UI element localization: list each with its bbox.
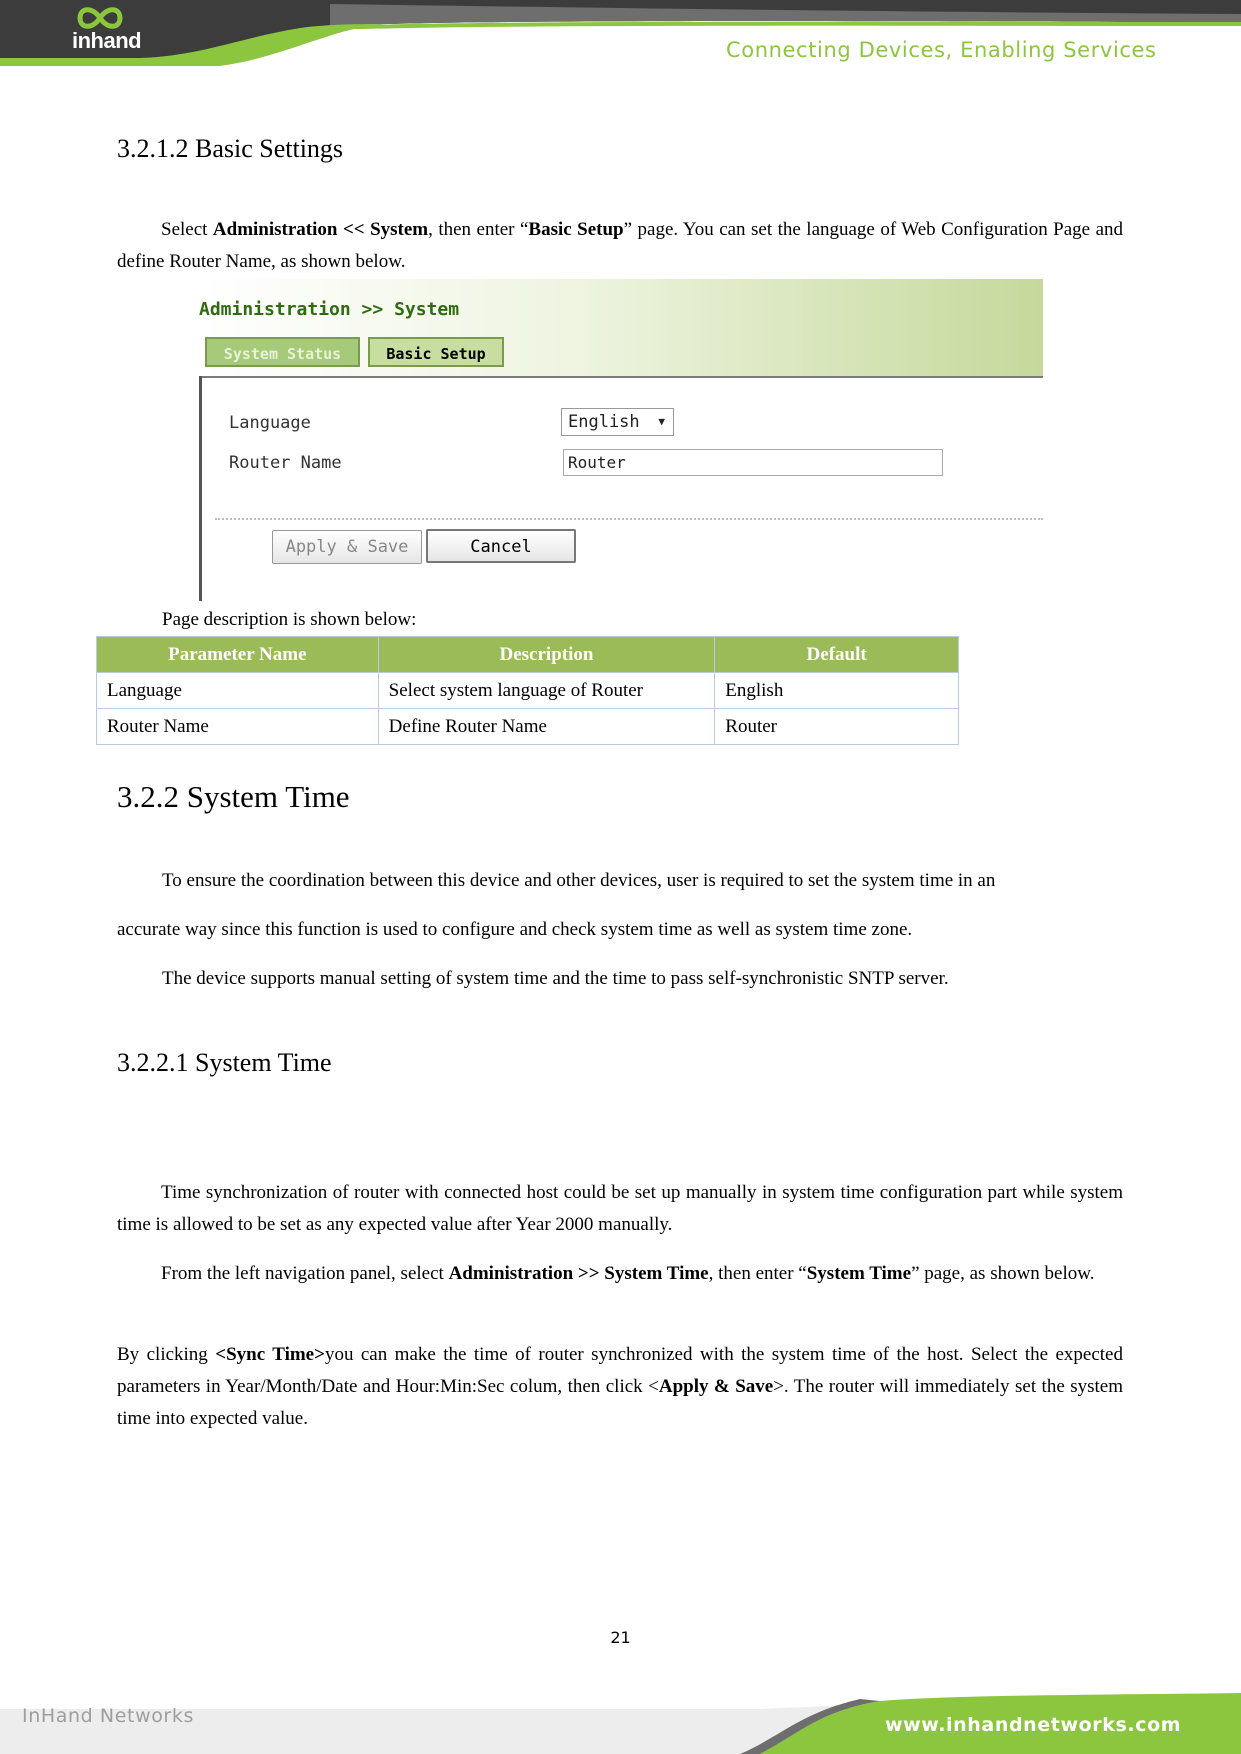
tab-basic-setup[interactable]: Basic Setup xyxy=(368,337,504,367)
section-heading-322: 3.2.2 System Time xyxy=(117,779,350,814)
footer-website-link[interactable]: www.inhandnetworks.com xyxy=(885,1714,1182,1736)
paragraph-manual-setting: The device supports manual setting of system time and the time to pass self-synchronistic SNTP server. xyxy=(162,968,949,989)
cancel-button[interactable]: Cancel xyxy=(426,529,576,563)
table-row xyxy=(97,709,959,745)
table-header: Parameter Name xyxy=(97,637,379,673)
paragraph-coordination: To ensure the coordination between this device and other devices, user is required to set the system time in an xyxy=(162,870,996,891)
footer-company: InHand Networks xyxy=(22,1705,194,1727)
table-cell: English xyxy=(715,673,959,709)
table-cell: Language xyxy=(97,673,379,709)
basic-setup-screenshot xyxy=(197,279,1043,601)
paragraph-navigation: From the left navigation panel, select Administration >> System Time, then enter “System Time” page, as shown below. xyxy=(161,1263,1095,1284)
table-header: Default xyxy=(715,637,959,673)
tab-divider xyxy=(199,376,1043,378)
section-heading-3212: 3.2.1.2 Basic Settings xyxy=(117,134,344,163)
table-row xyxy=(97,673,959,709)
header-tagline: Connecting Devices, Enabling Services xyxy=(726,38,1157,62)
logo[interactable] xyxy=(72,4,152,56)
tab-system-status[interactable]: System Status xyxy=(205,337,360,367)
screenshot-title: Administration >> System xyxy=(199,299,460,320)
table-header: Description xyxy=(378,637,715,673)
table-cell: Router xyxy=(715,709,959,745)
dotted-divider xyxy=(215,518,1043,520)
page-description-caption: Page description is shown below: xyxy=(162,609,417,630)
logo-text: inhand xyxy=(72,28,142,53)
table-cell: Router Name xyxy=(97,709,379,745)
parameter-table xyxy=(96,636,959,745)
section-heading-3221: 3.2.2.1 System Time xyxy=(117,1048,332,1077)
paragraph-sync-time: By clicking <Sync Time>you can make the time of router synchronized with the system time of the host. Select the expected parameters in Year/Month/Date and Hour:Min:Sec colum, then click <Apply & Save>. The router will immediately set the system time into expected value. xyxy=(117,1344,1123,1429)
page-number: 21 xyxy=(610,1628,631,1647)
router-name-input[interactable]: Router xyxy=(563,449,943,476)
router-name-label: Router Name xyxy=(229,453,342,473)
paragraph-coordination-cont: accurate way since this function is used to configure and check system time as well as system time zone. xyxy=(117,919,913,940)
table-cell: Define Router Name xyxy=(378,709,715,745)
panel-left-border xyxy=(199,376,202,601)
paragraph-time-sync: Time synchronization of router with connected host could be set up manually in system time configuration part while system time is allowed to be set as any expected value after Year 2000 manually. xyxy=(117,1182,1123,1235)
language-select[interactable] xyxy=(561,408,674,436)
table-header-row xyxy=(97,637,959,673)
language-select-value: English xyxy=(568,412,640,432)
table-cell: Select system language of Router xyxy=(378,673,715,709)
paragraph-basic-settings: Select Administration << System, then enter “Basic Setup” page. You can set the language of Web Configuration Page and define Router Name, as shown below. xyxy=(117,219,1123,272)
dropdown-arrow-icon: ▼ xyxy=(658,415,665,428)
language-label: Language xyxy=(229,413,311,433)
apply-save-button[interactable]: Apply & Save xyxy=(272,530,422,564)
